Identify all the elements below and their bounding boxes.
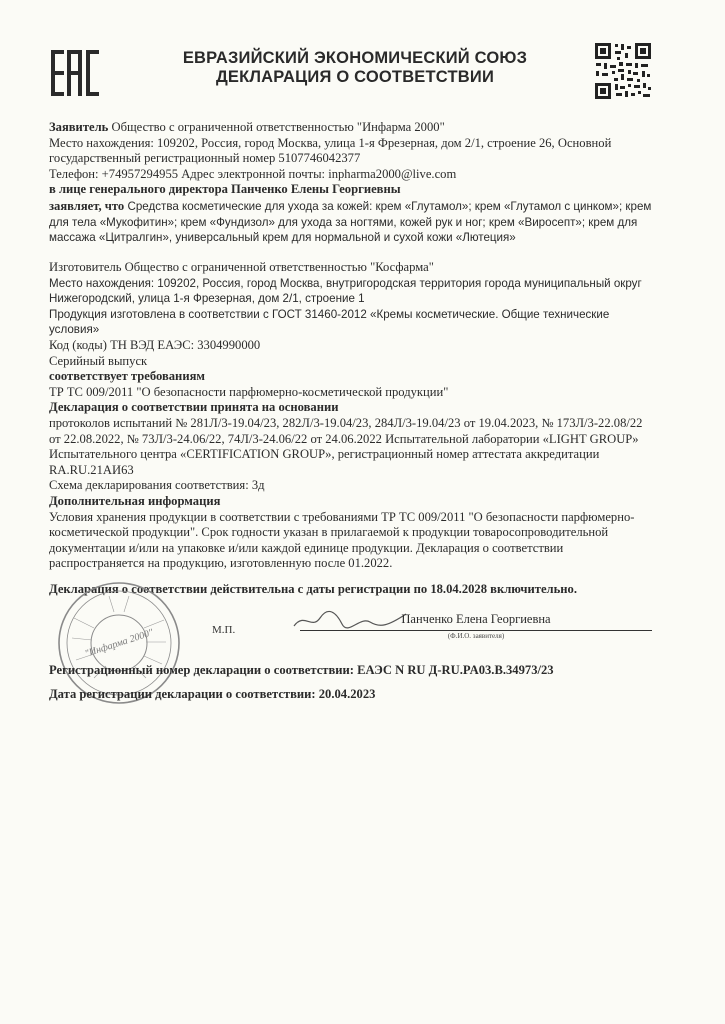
title-declaration: ДЕКЛАРАЦИЯ О СООТВЕТСТВИИ	[215, 68, 495, 86]
applicant-line	[49, 120, 657, 136]
applicant-name: Общество с ограниченной ответственностью "Инфарма 2000"	[108, 120, 445, 134]
codes-section	[49, 338, 657, 572]
document-title	[120, 49, 590, 87]
additional-label: Дополнительная информация	[49, 493, 221, 508]
declaration-scheme: Схема декларирования соответствия: 3д	[49, 478, 265, 493]
eac-logo-icon	[50, 46, 100, 100]
applicant-section	[49, 120, 657, 198]
basis-text: протоколов испытаний № 281Л/3-19.04/23, 282Л/3-19.04/23, 284Л/3-19.04/23 от 19.04.2023, № 173Л/3-22.08/22 от 22.08.2022, № 73Л/3-24.06/22, 74Л/3-24.06/22 от 24.06.2022 Испытательной лаборатории «LIGHT GROUP» Испытательного центра «CERTIFICATION GROUP», регистрационный номер аттестата аккредитации RA.RU.21АИ63	[49, 415, 643, 477]
manufacturer-standard: Продукция изготовлена в соответствии с ГОСТ 31460-2012 «Кремы косметические. Общие технические условия»	[49, 307, 610, 337]
applicant-address: Место нахождения: 109202, Россия, город Москва, улица 1-я Фрезерная, дом 2/1, строение 26, Основной государственный регистрационный номер 5107746042377	[49, 135, 612, 166]
manufacturer-name: Изготовитель Общество с ограниченной ответственностью "Косфарма"	[49, 260, 434, 274]
registration-number: Регистрационный номер декларации о соответствии: ЕАЭС N RU Д-RU.PA03.B.34973/23	[49, 663, 554, 677]
registration-date: Дата регистрации декларации о соответствии: 20.04.2023	[49, 687, 376, 701]
signature-caption: (Ф.И.О. заявителя)	[447, 632, 505, 640]
signatory-name: Панченко Елена Георгиевна	[401, 612, 551, 626]
tn-ved-code: Код (коды) ТН ВЭД ЕАЭС: 3304990000	[49, 338, 261, 352]
additional-text: Условия хранения продукции в соответствии с требованиями ТР ТС 009/2011 "О безопасности парфюмерно-косметической продукции". Срок годности указан в прилагаемой к продукции товаросопроводительной документации и/или на упаковке и/или каждой единице продукции. Декларация о соответствии распространяется на продукцию, изготовленную после 01.2022.	[49, 509, 635, 571]
compliance-text: ТР ТС 009/2011 "О безопасности парфюмерно-косметической продукции"	[49, 384, 449, 399]
qr-code-icon	[593, 41, 653, 101]
manufacturer-address: Место нахождения: 109202, Россия, город Москва, внутригородская территория города муниципальный округ Нижегородский, улица 1-я Фрезерная, дом 2/1, строение 1	[49, 276, 642, 306]
basis-label: Декларация о соответствии принята на основании	[49, 400, 339, 415]
applicant-contacts: Телефон: +74957294955 Адрес электронной почты: inpharma2000@live.com	[49, 166, 457, 181]
svg-text:"Инфарма 2000": "Инфарма 2000"	[83, 627, 155, 660]
compliance-label: соответствует требованиям	[49, 369, 205, 384]
validity-statement: Декларация о соответствии действительна с даты регистрации по 18.04.2028 включительно.	[49, 582, 577, 596]
seal-placeholder: М.П.	[212, 624, 236, 636]
declares-label: заявляет, что	[49, 199, 125, 213]
serial-release: Серийный выпуск	[49, 353, 148, 368]
title-union: ЕВРАЗИЙСКИЙ ЭКОНОМИЧЕСКИЙ СОЮЗ	[182, 49, 528, 67]
manufacturer-section	[49, 260, 657, 338]
declares-section	[49, 199, 657, 246]
applicant-label: Заявитель	[49, 120, 109, 134]
applicant-representative: в лице генерального директора Панченко Елены Георгиевны	[49, 182, 401, 197]
signature-line	[300, 630, 652, 631]
declares-text: Средства косметические для ухода за кожей: крем «Глутамол»; крем «Глутамол с цинком»; крем для тела «Мукофитин»; крем «Фундизол» для ухода за ногтями, кожей рук и ног; крем «Виросепт»; крем для массажа «Цитралгин», универсальный крем для нормальной и сухой кожи «Лютеция»	[49, 200, 652, 245]
